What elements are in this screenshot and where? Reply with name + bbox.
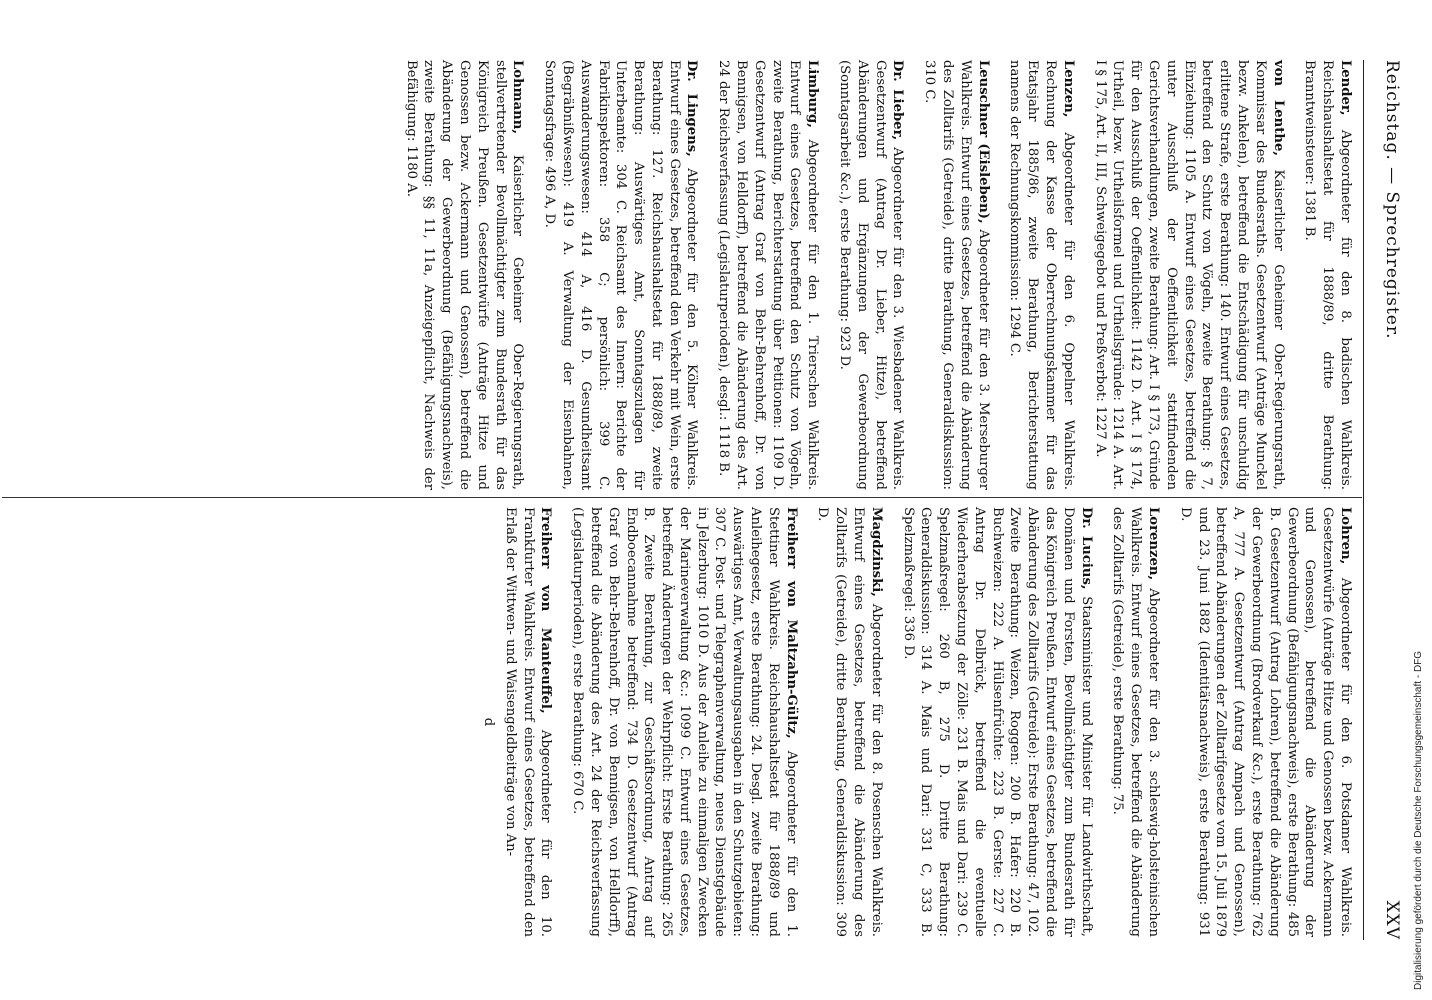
register-entry bbox=[1091, 60, 1287, 490]
running-head-title: Reichstag. — Sprechregister. bbox=[1382, 60, 1402, 340]
entry-name: Leuschner (Eisleben), bbox=[975, 60, 991, 224]
entry-name: Dr. Lucius, bbox=[1078, 507, 1094, 590]
entry-name: Lorenzen, bbox=[1146, 507, 1162, 581]
header-rule bbox=[1363, 60, 1364, 940]
entry-name: Lender, bbox=[1338, 60, 1353, 116]
register-entry bbox=[402, 60, 527, 490]
dfg-credit bbox=[1400, 10, 1424, 990]
entry-text: Staatsminister und Minister für Landwirthschaft, Domänen und Forsten, Bevollmächtigter zum Bundesrath für das Königreich Preußen. Entwurf eines Gesetzes, betreffend die Abänderung des Zolltarifs (Getreide): Erste Berathung: 47, 102. Zweite Berathung: Weizen, Roggen: 200 B. Hafer: 220 B. Buchweizen: 222 A. Hülsenfrüchte: 223 B. Gerste: 227 C. Antrag Dr. Delbrück, betreffend die eventuelle Wiederherabsetzung der Zölle: 231 B. Mais und Dari: 239 C. Spelzmaßregel: 260 B, 275 D. Dritte Berathung: Generaldiskussion: 314 A. Mais und Dari: 331 C, 333 B. Spelzmaßregel: 336 D. bbox=[900, 507, 1094, 937]
entry-name: Lenzen, bbox=[1060, 60, 1076, 118]
entry-text: Abgeordneter für den 8. Posenschen Wahlkreis. Entwurf eines Gesetzes, betreffend die Abänderung des Zolltarifs (Getreide), dritte Berathung, Generaldiskussion: 309 D. bbox=[815, 507, 884, 937]
entry-text: Abgeordneter für den 1. Stettiner Wahlkreis. Reichshaushaltsetat für 1888/89 und Anleihegesetz, erste Berathung: 24. Desgl. zweite Berathung: Auswärtiges Amt, Verwaltungsausgaben in den Schutzgebieten: 307 C. Post- und Telegraphenverwaltung, neues Dienstgebäude in Jelzerburg: 1010 D. Aus der Anleihe zu einmaligen Zwecken der Marineverwaltung &c.: 1099 C. Entwurf eines Gesetzes, betreffend Änderungen der Wehrpflicht: Erste Berathung: 265 B. Zweite Berathung, zur Geschäftsordnung, Antrag auf Endboecannahme betreffend: 734 D. Gesetzentwurf (Antrag Graf von Behr-Behrenhoff, Dr. von Bennigsen, von Helldorff), betreffend die Abänderung des Art. 24 der Reichsverfassung (Legislaturperioden), erste Berathung: 670 C. bbox=[570, 507, 799, 937]
entry-name: Dr. Lingens, bbox=[684, 60, 700, 157]
register-entry bbox=[501, 507, 554, 937]
entry-text: Abgeordneter für den 1. Trierschen Wahlkreis. Entwurf eines Gesetzes, betreffend den Schutz von Vögeln, zweite Berathung, Berichterstattung über Petitionen: 1109 D. Gesetzentwurf (Antrag Graf von Behr-Behrenhoff, Dr. von Bennigsen, von Helldorff), betreffend die Abänderung des Art. 24 der Reichsverfassung (Legislaturperioden), desgl.: 1118 B. bbox=[716, 60, 821, 490]
entry-text: Abgeordneter für den 10. Frankfurter Wahlkreis. Entwurf eines Gesetzes, betreffend den Erlaß der Wittwen- und Waisengeldbeiträge von An- bbox=[502, 507, 554, 937]
entry-text: Abgeordneter für den 3. schleswig-holsteinischen Wahlkreis. Entwurf eines Gesetzes, betreffend die Abänderung des Zolltarifs (Getreide), erste Berathung: 75. bbox=[1110, 507, 1162, 937]
register-entry bbox=[540, 60, 700, 490]
entry-text: Abgeordneter für den 8. badischen Wahlkreis. Reichshaushaltsetat für 1888/89, dritte Berathung: Branntweinsteuer: 1381 B. bbox=[1302, 60, 1353, 490]
entry-text: Abgeordneter für den 3. Wiesbadener Wahlkreis. Gesetzentwurf (Antrag Dr. Lieber, Hitze), betreffend Abänderungen und Ergänzungen der Gewerbeordnung (Sonntagsarbeit &c.), erste Berathung: 923 D. bbox=[837, 60, 906, 490]
register-entry bbox=[715, 60, 822, 490]
register-entry bbox=[1301, 60, 1354, 490]
entry-text: Abgeordneter für den 6. Potsdamer Wahlkreis. Gesetzentwürfe (Anträge Hitze und Genossen bezw. Ackermann und Genossen), betreffend die Abänderung der Gewerbeordnung (Befähigungsnachweis), erste Berathung: 485 B. Gesetzentwurf (Antrag Lohren), betreffend die Abänderung der Gewerbeordnung (Brodverkauf &c.), erste Berathung: 762 A, 777 A. Gesetzentwurf (Antrag Ampach und Genossen), betreffend Abänderungen der Zolltarifgesetze vom 15. Juli 1879 und 23. Juni 1882 (Identitätsnachweis), erste Berathung: 931 D. bbox=[1177, 507, 1353, 937]
entry-text: Kaiserlicher Geheimer Ober-Regierungsrath, stellvertretender Bevollmächtigter zum Bundesrath für das Königreich Preußen. Gesetzentwürfe (Anträge Hitze und Genossen bezw. Ackermann und Genossen), betreffend die Abänderung der Gewerbeordnung (Befähigungsnachweis), zweite Berathung: §§ 11, 11a, Anzeigepflicht, Nachweis der Befähigung: 1180 A. bbox=[403, 60, 526, 490]
catchword: d bbox=[480, 717, 496, 727]
register-entry bbox=[899, 507, 1095, 937]
left-column bbox=[388, 60, 1354, 490]
page-number: XXV bbox=[1382, 900, 1402, 940]
register-entry bbox=[1176, 507, 1354, 937]
register-entry bbox=[1109, 507, 1162, 937]
register-entry bbox=[1006, 60, 1077, 490]
entry-text: Abgeordneter für den 5. Kölner Wahlkreis. Entwurf eines Gesetzes, betreffend den Verkehr mit Wein, erste Berathung: 127. Reichshaushaltsetat für 1888/89, zweite Berathung: Auswärtiges Amt, Sonntagszulagen für Unterbeamte: 304 C. Reichsamt des Innern: Berichte der Fabrikinspektoren: 358 C; persönlich: 399 C. Auswanderungswesen: 414 A, 416 D. Gesundheitsamt (Begräbnißwesen): 419 A. Verwaltung der Eisenbahnen, Sonntagsfrage: 496 A, D. bbox=[542, 60, 700, 490]
entry-name: Magdzinski, bbox=[868, 507, 884, 597]
entry-name: von Lenthe, bbox=[1270, 60, 1286, 156]
column-divider bbox=[2, 497, 1362, 498]
entry-text: Abgeordneter für den 3. Merseburger Wahlkreis. Entwurf eines Gesetzes, betreffend die Abänderung des Zolltarifs (Getreide), dritte Berathung, Generaldiskussion: 310 C. bbox=[922, 60, 991, 490]
entry-name: Lohren, bbox=[1338, 507, 1353, 565]
right-column bbox=[479, 507, 1354, 937]
register-entry bbox=[814, 507, 885, 937]
entry-name: Lohmann, bbox=[510, 60, 526, 134]
entry-name: Freiherr von Maltzahn-Gültz, bbox=[783, 507, 799, 739]
entry-name: Freiherr von Manteuffel, bbox=[538, 507, 554, 714]
entry-name: Dr. Lieber, bbox=[890, 60, 906, 141]
register-entry bbox=[835, 60, 906, 490]
entry-name: Limburg, bbox=[805, 60, 821, 128]
entry-text: Abgeordneter für den 6. Oppelner Wahlkreis. Rechnung der Kasse der Oberrechnungskammer für das Etatsjahr 1885/86, zweite Berathung, Berichterstattung namens der Rechnungskommission: 1294 C. bbox=[1007, 60, 1076, 490]
register-entry bbox=[568, 507, 799, 937]
entry-text: Kaiserlicher Geheimer Ober-Regierungsrath, Kommissar des Bundesraths. Gesetzentwurf (Anträge Munckel bezw. Ankelen), betreffend die Entschädigung für unschuldig erlittene Strafe, erste Berathung: 140. Entwurf eines Gesetzes, betreffend den Schutz von Vögeln, zweite Berathung: § 7, Einziehung: 1105 A. Entwurf eines Gesetzes, betreffend die unter Ausschluß der Oeffentlichkeit stattfindenden Gerichtsverhandlungen, zweite Berathung: Art. I § 173, Gründe für den Ausschluß der Oeffentlichkeit: 1142 D. Art. I § 174, Urtheil, bezw. Urtheilsformel und Urtheilsgründe: 1214 A. Art. I § 175, Art. II, III, Schweigegebot und Preßverbot: 1227 A. bbox=[1092, 60, 1286, 490]
credit-text: Digitalisierung gefördert durch die Deutsche Forschungsgemeinschaft - DFG bbox=[1413, 650, 1424, 990]
register-entry bbox=[920, 60, 991, 490]
